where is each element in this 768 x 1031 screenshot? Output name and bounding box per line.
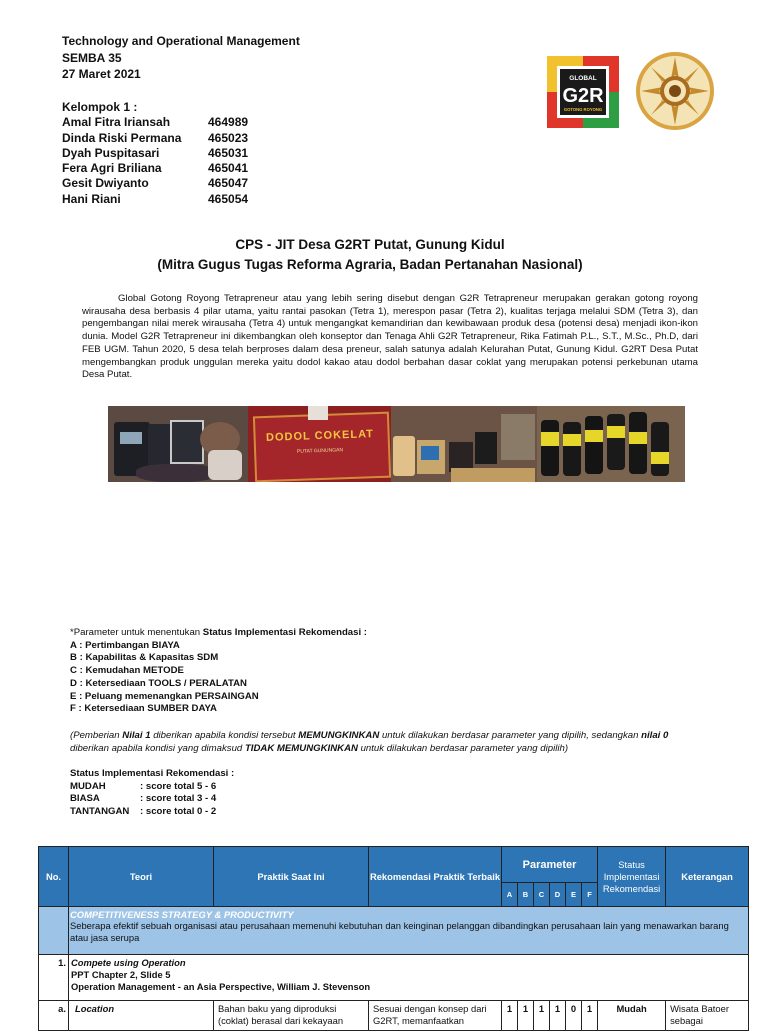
item-title: Compete using Operation xyxy=(71,957,186,968)
parameter-item: A : Pertimbangan BIAYA xyxy=(70,639,180,651)
param-letter: E xyxy=(566,883,582,907)
status-heading: Status Implementasi Rekomendasi : xyxy=(70,768,235,779)
table-row xyxy=(39,955,749,1001)
member-row xyxy=(62,115,248,130)
col-header-parameter: Parameter xyxy=(502,847,598,883)
col-header-keterangan: Keterangan xyxy=(666,847,749,907)
member-row xyxy=(62,161,248,176)
product-photo-packages xyxy=(108,406,248,482)
param-letter: D xyxy=(550,883,566,907)
item-reference: Operation Management - an Asia Perspective, William J. Stevenson xyxy=(71,981,371,992)
param-letter: F xyxy=(582,883,598,907)
ugm-seal-logo xyxy=(633,49,717,133)
member-name: Gesit Dwiyanto xyxy=(62,176,149,191)
box-sublabel: PUTAT GUNUNGAN xyxy=(296,447,344,455)
item-number: 1. xyxy=(39,955,69,1001)
scoring-note: (Pemberian Nilai 1 diberikan apabila kondisi tersebut MEMUNGKINKAN untuk dilakukan berdasar parameter yang dipilih, sedangkan nilai 0 diberikan apabila kondisi yang dimaksud TIDAK MEMUNGKINKAN untuk dilakukan berdasar parameter yang dipilih) xyxy=(70,730,669,754)
member-id: 465023 xyxy=(208,130,249,145)
svg-text:GOTONG ROYONG: GOTONG ROYONG xyxy=(563,107,603,112)
document-date: 27 Maret 2021 xyxy=(62,67,141,81)
score-cell: 1 xyxy=(550,1001,566,1031)
param-letter: A xyxy=(502,883,518,907)
param-letter: C xyxy=(534,883,550,907)
parameter-intro: *Parameter untuk menentukan Status Implementasi Rekomendasi : xyxy=(70,627,368,638)
member-row xyxy=(62,176,248,191)
member-name: Dyah Puspitasari xyxy=(62,145,160,160)
cell-keterangan: Wisata Batoer sebagai xyxy=(666,1001,749,1031)
member-id: 465041 xyxy=(208,161,249,176)
title-line-1: CPS - JIT Desa G2RT Putat, Gunung Kidul xyxy=(235,237,505,252)
section-row xyxy=(39,907,749,955)
svg-text:G2R: G2R xyxy=(562,85,604,107)
product-photo-display xyxy=(391,406,537,482)
table-row xyxy=(39,1001,749,1031)
col-header-praktik: Praktik Saat Ini xyxy=(214,847,369,907)
product-photo-box xyxy=(248,406,391,482)
status-cell: Mudah xyxy=(598,1001,666,1031)
title-line-2: (Mitra Gugus Tugas Reforma Agraria, Badan Pertanahan Nasional) xyxy=(157,257,583,272)
score-cell: 1 xyxy=(502,1001,518,1031)
member-row xyxy=(62,146,248,161)
member-name: Fera Agri Briliana xyxy=(62,161,162,176)
member-id: 465047 xyxy=(208,176,249,191)
group-members xyxy=(62,100,248,207)
col-header-teori: Teori xyxy=(69,847,214,907)
box-label: DODOL COKELAT xyxy=(265,428,375,444)
course-title: Technology and Operational Management xyxy=(62,34,300,48)
member-row xyxy=(62,131,248,146)
recommendation-table xyxy=(38,846,749,1031)
svg-text:GLOBAL: GLOBAL xyxy=(569,75,597,82)
member-row xyxy=(62,192,248,207)
parameter-item: E : Peluang memenangkan PERSAINGAN xyxy=(70,690,259,702)
document-title xyxy=(60,235,680,275)
group-label: Kelompok 1 : xyxy=(62,100,138,114)
col-header-no: No. xyxy=(39,847,69,907)
cell-teori: Location xyxy=(69,1001,214,1031)
parameter-item: C : Kemudahan METODE xyxy=(70,665,184,677)
member-name: Hani Riani xyxy=(62,191,121,206)
status-row: MUDAH : score total 5 - 6 xyxy=(70,780,217,792)
col-header-rekomendasi: Rekomendasi Praktik Terbaik xyxy=(369,847,502,907)
product-photo-strip xyxy=(108,406,685,482)
status-legend xyxy=(70,768,234,819)
member-id: 464989 xyxy=(208,115,249,130)
g2r-logo xyxy=(541,50,625,134)
intro-paragraph: Global Gotong Royong Tetrapreneur atau yang lebih sering disebut dengan G2R Tetrapreneur merupakan gerakan gotong royong wirausaha desa berbasis 4 pilar utama, yaitu rantai pasokan (Tetra 1), merespon pasar (Tetra 2), kualitas terjaga melalui SDM (Tetra 3), dan pengembangan nilai merek wirausaha (Tetra 4) untuk mengangkat kemandirian dan kewibawaan produk desa (potensi desa) menjadi ikon-ikon dunia. Model G2R Tetrapreneur ini dikembangkan oleh konseptor dan Tenaga Ahli G2R Tetrapreneur, Rika Fatimah P.L., S.T., M.Sc., Ph.D, dari FEB UGM. Tahun 2020, 5 desa telah berproses dalam desa preneur, salah satunya adalah Kelurahan Putat, Gunung Kidul. G2RT Desa Putat mengembangkan produk unggulan mereka yaitu dodol kakao atau dodol berbahan dasar coklat yang merupakan potensi perkebunan utama Desa Putat. xyxy=(82,293,698,381)
param-letter: B xyxy=(518,883,534,907)
section-description: Seberapa efektif sebuah organisasi atau perusahaan memenuhi kebutuhan dan keinginan pelanggan dibandingkan perusahaan lain yang menawarkan barang atau jasa serupa xyxy=(70,920,729,943)
score-cell: 1 xyxy=(534,1001,550,1031)
member-id: 465054 xyxy=(208,191,249,206)
parameter-legend xyxy=(70,627,367,716)
member-name: Dinda Riski Permana xyxy=(62,130,182,145)
member-name: Amal Fitra Iriansah xyxy=(62,115,171,130)
status-row: TANTANGAN : score total 0 - 2 xyxy=(70,806,217,818)
parameter-item: D : Ketersediaan TOOLS / PERALATAN xyxy=(70,677,247,689)
score-cell: 1 xyxy=(518,1001,534,1031)
class-name: SEMBA 35 xyxy=(62,50,122,65)
col-header-status: Status Implementasi Rekomendasi xyxy=(598,847,666,907)
parameter-item: B : Kapabilitas & Kapasitas SDM xyxy=(70,652,219,664)
item-reference: PPT Chapter 2, Slide 5 xyxy=(71,969,171,980)
member-id: 465031 xyxy=(208,145,249,160)
product-photo-rolls xyxy=(537,406,685,482)
status-row: BIASA : score total 3 - 4 xyxy=(70,793,217,805)
section-title: COMPETITIVENESS STRATEGY & PRODUCTIVITY xyxy=(70,909,294,920)
row-label: a. xyxy=(39,1001,69,1031)
parameter-item: F : Ketersediaan SUMBER DAYA xyxy=(70,703,217,715)
document-header xyxy=(62,33,300,83)
cell-praktik: Bahan baku yang diproduksi (coklat) berasal dari kekayaan xyxy=(214,1001,369,1031)
score-cell: 1 xyxy=(582,1001,598,1031)
score-cell: 0 xyxy=(566,1001,582,1031)
cell-rekomendasi: Sesuai dengan konsep dari G2RT, memanfaatkan xyxy=(369,1001,502,1031)
